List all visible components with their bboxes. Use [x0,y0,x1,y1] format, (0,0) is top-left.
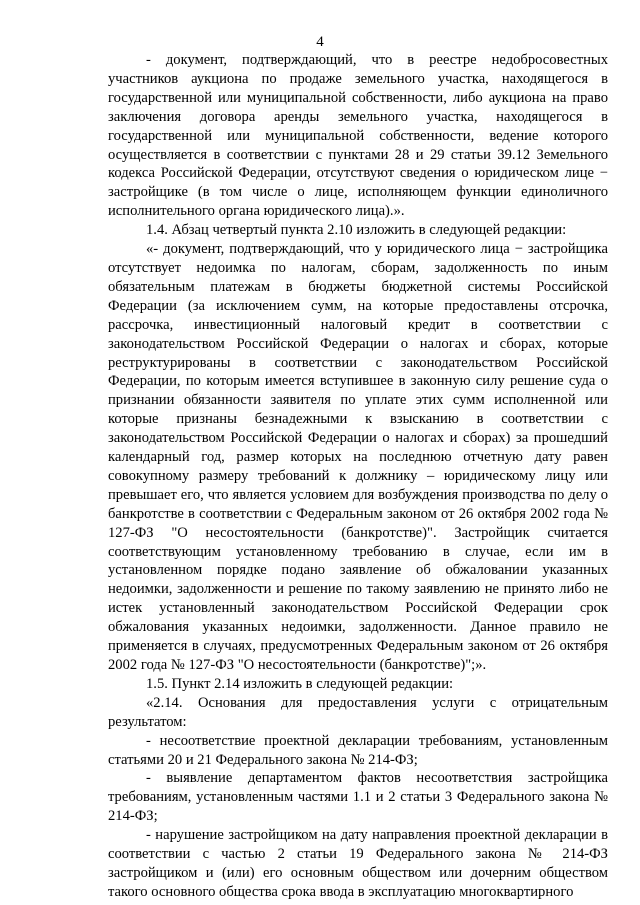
paragraph-developer-mismatch: - выявление департаментом фактов несоответствия застройщика требованиям, установленным частями 1.1 и 2 статьи 3 Федерального закона № 214-ФЗ; [108,770,608,825]
page-number: 4 [316,34,324,50]
paragraph-doc-registry: - документ, подтверждающий, что в реестре недобросовестных участников аукциона по продаже земельного участка, находящегося в государственной или муниципальной собственности, либо аукциона на право заключения договора аренды земельного участка, находящегося в государственной или муниципальной собственности, ведение которого осуществляется в соответствии с пунктами 28 и 29 статьи 39.12 Земельного кодекса Российской Федерации, отсутствуют сведения о юридическом лице − застройщике (в том числе о лице, исполняющем функции единоличного исполнительного органа юридического лица).». [108,52,608,220]
paragraph-item-1-5: 1.5. Пункт 2.14 изложить в следующей редакции: [146,675,454,692]
paragraph-declaration-mismatch: - несоответствие проектной декларации требованиям, установленным статьями 20 и 21 Федерального закона № 214-ФЗ; [108,732,608,768]
paragraph-tax-arrears: «- документ, подтверждающий, что у юридического лица − застройщика отсутствует недоимка по налогам, сборам, задолженность по иным обязательным платежам в бюджеты бюджетной системы Российской Федерации (за исключением сумм, на которые предоставлены отсрочка, рассрочка, инвестиционный налоговый кредит в соответствии с законодательством Российской Федерации о налогах и сборах, которые реструктурированы в соответствии с законодательством Российской Федерации, по которым имеется вступившее в законную силу решение суда о признании обязанности заявителя по уплате этих сумм исполненной или которые признаны безнадежными к взысканию в соответствии с законодательством Российской Федерации о налогах и сборах) за прошедший календарный год, размер которых на последнюю отчетную дату равен совокупному размеру требований к должнику – юридическому лицу или превышает его, что является условием для возбуждения производства по делу о банкротстве в соответствии с Федеральным законом от 26 октября 2002 года № 127-ФЗ "О несостоятельности (банкротстве)". Застройщик считается соответствующим установленному требованию в случае, если им в установленном порядке подано заявление об обжаловании указанных недоимки, задолженности и решение по такому заявлению не принято либо не истек установленный законодательством Российской Федерации срок обжалования указанных недоимки, задолженности. Данное правило не применяется в случаях, предусмотренных Федеральным законом от 26 октября 2002 года № 127-ФЗ "О несостоятельности (банкротстве)";». [108,241,608,673]
paragraph-item-1-4: 1.4. Абзац четвертый пункта 2.10 изложить в следующей редакции: [146,222,567,239]
document-body [108,51,608,902]
paragraph-item-2-14: «2.14. Основания для предоставления услуги с отрицательным результатом: [108,694,608,730]
paragraph-deadline-violation: - нарушение застройщиком на дату направления проектной декларации в соответствии с частью 2 статьи 19 Федерального закона № 214-ФЗ застройщиком и (или) его основным обществом или дочерним обществом такого основного общества срока ввода в эксплуатацию многоквартирного [108,827,608,900]
